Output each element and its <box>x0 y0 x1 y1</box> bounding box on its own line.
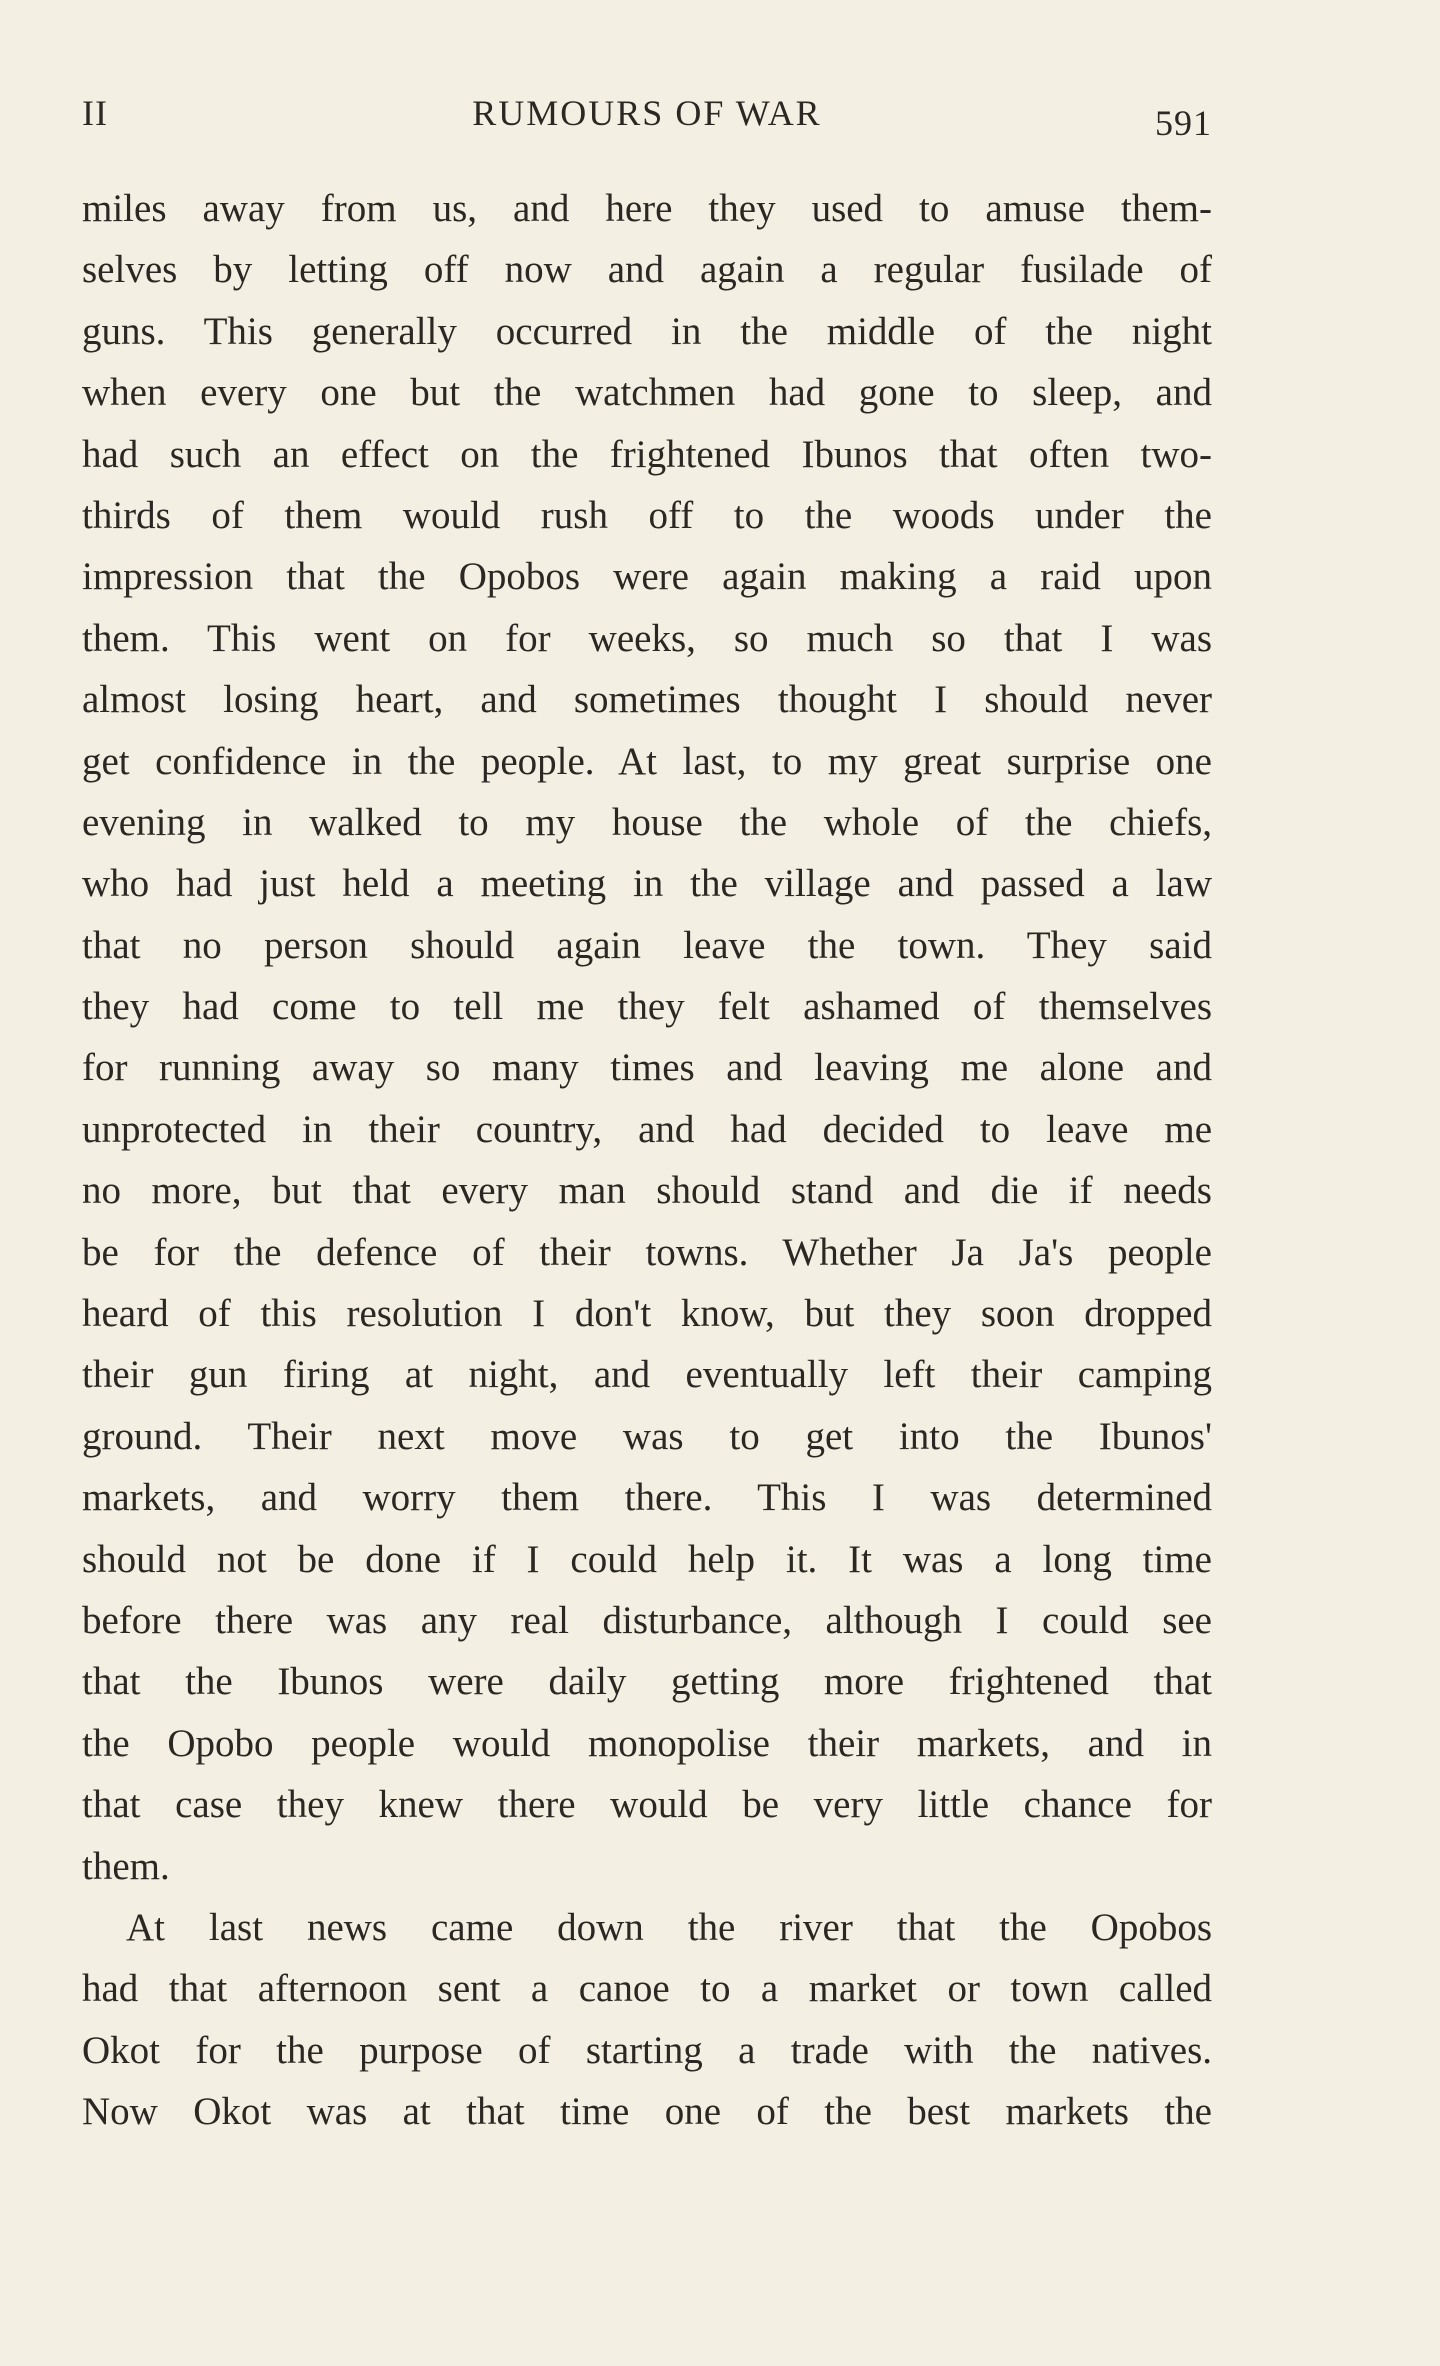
chapter-number: II <box>82 93 108 133</box>
text-line: Okot for the purpose of starting a trade with the natives. <box>82 2028 1212 2072</box>
text-line: be for the defence of their towns. Whether Ja Ja's people <box>82 1230 1212 1274</box>
text-line: that case they knew there would be very little chance for <box>82 1783 1212 1827</box>
text-line: heard of this resolution I don't know, but they soon dropped <box>82 1292 1212 1336</box>
text-line: unprotected in their country, and had decided to leave me <box>82 1107 1212 1151</box>
text-line: impression that the Opobos were again making a raid upon <box>82 555 1212 599</box>
text-line: had such an effect on the frightened Ibunos that often two- <box>82 432 1212 476</box>
text-line: when every one but the watchmen had gone to sleep, and <box>82 371 1212 415</box>
paragraph-1 <box>82 178 1212 1897</box>
text-line: had that afternoon sent a canoe to a market or town called <box>82 1967 1212 2011</box>
text-line: ground. Their next move was to get into the Ibunos' <box>82 1414 1212 1458</box>
text-line: should not be done if I could help it. It was a long time <box>82 1537 1212 1581</box>
text-line: Now Okot was at that time one of the best markets the <box>82 2090 1212 2134</box>
text-line: get confidence in the people. At last, to my great surprise one <box>82 739 1212 783</box>
text-line: that the Ibunos were daily getting more frightened that <box>82 1660 1212 1704</box>
text-line: them. <box>82 1844 170 1888</box>
paragraph-2 <box>82 1897 1212 2143</box>
text-line: that no person should again leave the town. They said <box>82 923 1212 967</box>
running-head <box>82 92 1212 142</box>
body-text <box>82 178 1212 2143</box>
text-line: them. This went on for weeks, so much so that I was <box>82 616 1212 660</box>
text-line: guns. This generally occurred in the middle of the night <box>82 309 1212 353</box>
text-line: no more, but that every man should stand and die if needs <box>82 1169 1212 1213</box>
text-line: selves by letting off now and again a regular fusilade of <box>82 248 1212 292</box>
text-line: for running away so many times and leaving me alone and <box>82 1046 1212 1090</box>
page-number: 591 <box>1155 103 1212 143</box>
text-line: before there was any real disturbance, although I could see <box>82 1598 1212 1642</box>
text-line: markets, and worry them there. This I was determined <box>82 1476 1212 1520</box>
text-line: almost losing heart, and sometimes thought I should never <box>82 678 1212 722</box>
text-line: At last news came down the river that the Opobos <box>126 1905 1212 1949</box>
text-line: who had just held a meeting in the village and passed a law <box>82 862 1212 906</box>
text-line: evening in walked to my house the whole of the chiefs, <box>82 800 1212 844</box>
text-line: miles away from us, and here they used to amuse them- <box>82 187 1212 230</box>
text-line: they had come to tell me they felt ashamed of themselves <box>82 985 1212 1029</box>
running-head-title: RUMOURS OF WAR <box>472 93 822 133</box>
text-line: their gun firing at night, and eventually left their camping <box>82 1353 1212 1397</box>
text-line: the Opobo people would monopolise their markets, and in <box>82 1721 1212 1765</box>
text-line: thirds of them would rush off to the woods under the <box>82 493 1212 537</box>
